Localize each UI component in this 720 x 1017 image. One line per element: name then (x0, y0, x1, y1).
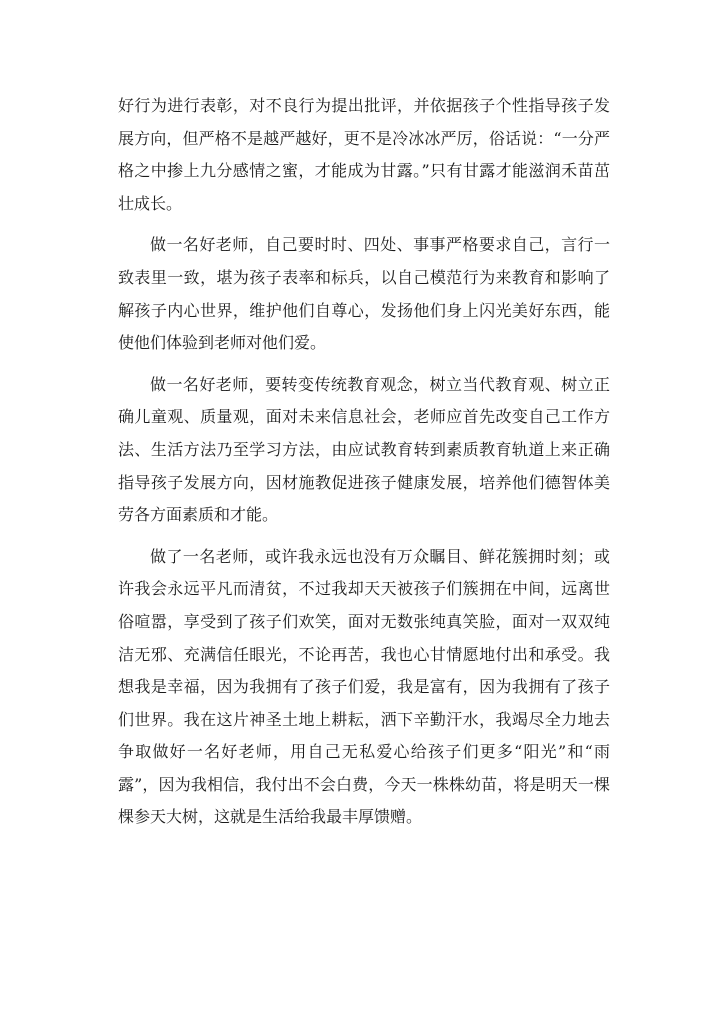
paragraph-3: 做一名好老师，要转变传统教育观念，树立当代教育观、树立正确儿童观、质量观，面对未来信息社会，老师应首先改变自己工作方法、生活方法乃至学习方法，由应试教育转到素质教育轨道上来正确指导孩子发展方向，因材施教促进孩子健康发展，培养他们德智体美劳各方面素质和才能。 (118, 374, 610, 525)
paragraph-2: 做一名好老师，自己要时时、四处、事事严格要求自己，言行一致表里一致，堪为孩子表率和标兵，以自己模范行为来教育和影响了解孩子内心世界，维护他们自尊心，发扬他们身上闪光美好东西，能使他们体验到老师对他们爱。 (118, 235, 610, 353)
paragraph-4: 做了一名老师，或许我永远也没有万众瞩目、鲜花簇拥时刻；或许我会永远平凡而清贫，不过我却天天被孩子们簇拥在中间，远离世俗喧嚣，享受到了孩子们欢笑，面对无数张纯真笑脸，面对一双双纯洁无邪、充满信任眼光，不论再苦，我也心甘情愿地付出和承受。我想我是幸福，因为我拥有了孩子们爱，我是富有，因为我拥有了孩子们世界。我在这片神圣土地上耕耘，洒下辛勤汗水，我竭尽全力地去争取做好一名好老师，用自己无私爱心给孩子们更多“阳光”和“雨露”，因为我相信，我付出不会白费，今天一株株幼苗，将是明天一棵棵参天大树，这就是生活给我最丰厚馈赠。 (118, 546, 610, 827)
document-body (118, 90, 610, 843)
paragraph-1: 好行为进行表彰，对不良行为提出批评，并依据孩子个性指导孩子发展方向，但严格不是越严越好，更不是冷冰冰严厉，俗话说：“一分严格之中掺上九分感情之蜜，才能成为甘露。”只有甘露才能滋润禾苗茁壮成长。 (118, 96, 610, 213)
